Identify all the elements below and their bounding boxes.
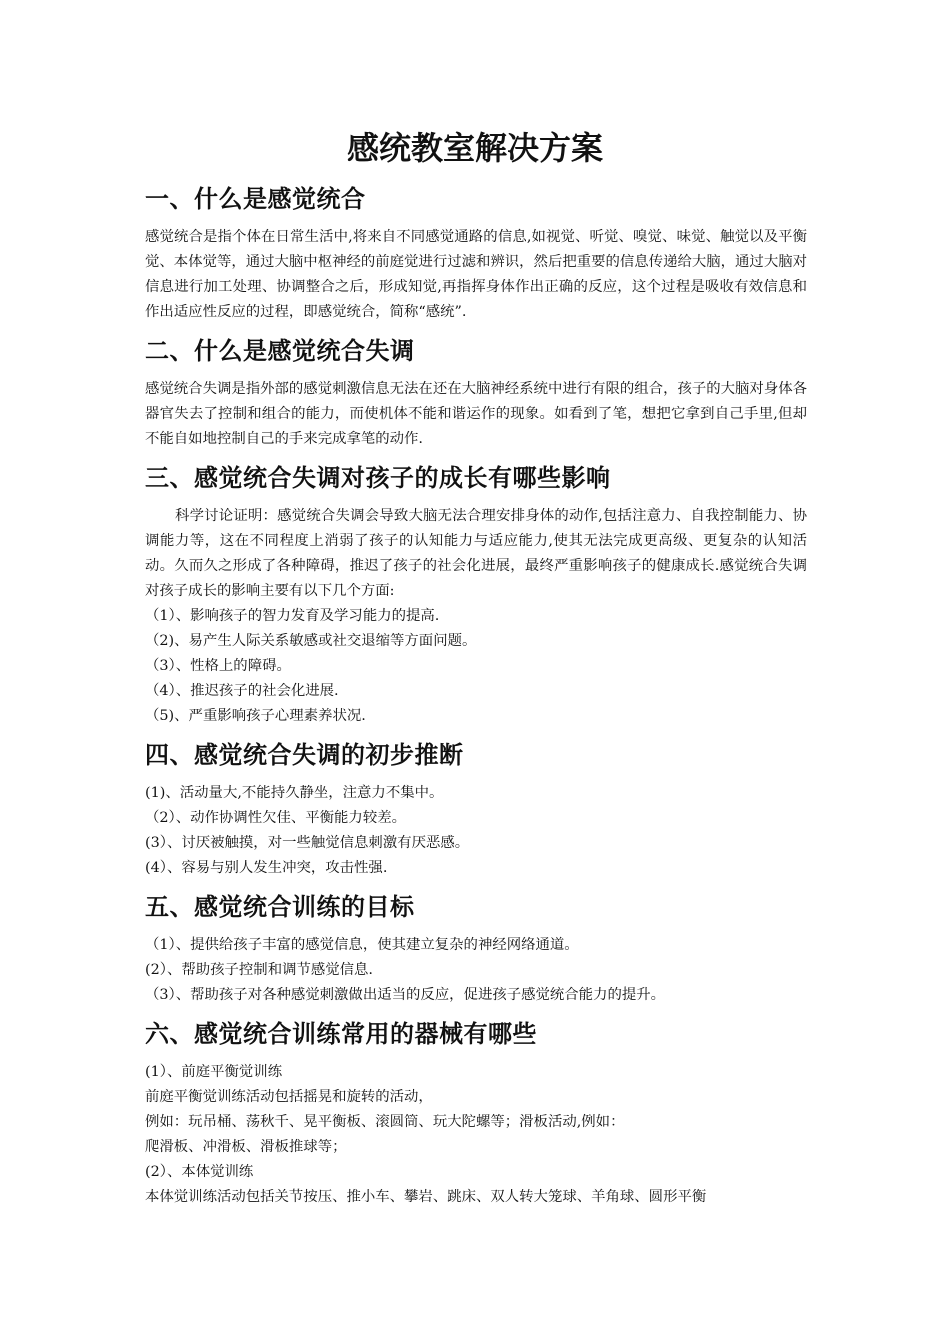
section-heading: 四、感觉统合失调的初步推断: [145, 741, 464, 769]
section-what-is-dysfunction: [145, 334, 807, 452]
list-item: (3）、讨厌被触摸，对一些触觉信息刺激有厌恶感。: [145, 835, 470, 851]
list-item: （5)、严重影响孩子心理素养状况.: [145, 708, 366, 724]
list-item: （4）、推迟孩子的社会化进展.: [145, 683, 339, 699]
text-line: (1）、前庭平衡觉训练: [145, 1064, 283, 1080]
section-effects-on-growth: [145, 461, 807, 729]
text-line: 爬滑板、冲滑板、滑板推球等；: [145, 1139, 347, 1155]
section-training-equipment: [145, 1017, 807, 1210]
document-body: [145, 182, 807, 1219]
section-heading: 六、感觉统合训练常用的器械有哪些: [145, 1020, 537, 1048]
section-heading: 二、什么是感觉统合失调: [145, 337, 415, 365]
section-preliminary-judgment: [145, 738, 807, 881]
list-item: (4）、容易与别人发生冲突，攻击性强.: [145, 860, 388, 876]
text-line: 本体觉训练活动包括关节按压、推小车、攀岩、跳床、双人转大笼球、羊角球、圆形平衡: [145, 1189, 707, 1205]
text-line: (2）、本体觉训练: [145, 1164, 254, 1180]
list-item: (1)、活动量大,不能持久静坐，注意力不集中。: [145, 785, 444, 801]
section-paragraph: 感觉统合失调是指外部的感觉刺激信息无法在还在大脑神经系统中进行有限的组合，孩子的大脑对身体各器官失去了控制和组合的能力，而使机体不能和谐运作的现象。如看到了笔，想把它拿到自己手里,但却不能自如地控制自己的手来完成拿笔的动作.: [145, 381, 807, 447]
list-item: （1）、影响孩子的智力发育及学习能力的提高.: [145, 608, 440, 624]
list-item: （2）、动作协调性欠佳、平衡能力较差。: [145, 810, 406, 826]
section-training-goals: [145, 890, 807, 1008]
section-heading: 一、什么是感觉统合: [145, 185, 366, 213]
list-item: （2)、易产生人际关系敏感或社交退缩等方面问题。: [145, 633, 477, 649]
section-heading: 五、感觉统合训练的目标: [145, 893, 415, 921]
list-item: （1）、提供给孩子丰富的感觉信息，使其建立复杂的神经网络通道。: [145, 937, 579, 953]
page-title: 感统教室解决方案: [346, 129, 603, 167]
section-what-is-sensory-integration: [145, 182, 807, 325]
list-item: （3）、帮助孩子对各种感觉刺激做出适当的反应，促进孩子感觉统合能力的提升。: [145, 987, 666, 1003]
list-item: （3）、性格上的障碍。: [145, 658, 291, 674]
list-item: (2）、帮助孩子控制和调节感觉信息.: [145, 962, 374, 978]
section-heading: 三、感觉统合失调对孩子的成长有哪些影响: [145, 464, 611, 492]
text-line: 例如：玩吊桶、荡秋千、晃平衡板、滚圆筒、玩大陀螺等；滑板活动,例如：: [145, 1114, 625, 1130]
section-paragraph: 科学讨论证明：感觉统合失调会导致大脑无法合理安排身体的动作,包括注意力、自我控制能力、协调能力等，这在不同程度上消弱了孩子的认知能力与适应能力,使其无法完成更高级、更复杂的认知活动。久而久之形成了各种障碍，推迟了孩子的社会化进展，最终严重影响孩子的健康成长.感觉统合失调对孩子成长的影响主要有以下几个方面:: [145, 508, 807, 599]
section-paragraph: 感觉统合是指个体在日常生活中,将来自不同感觉通路的信息,如视觉、听觉、嗅觉、味觉、触觉以及平衡觉、本体觉等，通过大脑中枢神经的前庭觉进行过滤和辨识，然后把重要的信息传递给大脑，通过大脑对信息进行加工处理、协调整合之后，形成知觉,再指挥身体作出正确的反应，这个过程是吸收有效信息和作出适应性反应的过程，即感觉统合，简称“感统”.: [145, 229, 807, 320]
text-line: 前庭平衡觉训练活动包括摇晃和旋转的活动，: [145, 1089, 433, 1105]
